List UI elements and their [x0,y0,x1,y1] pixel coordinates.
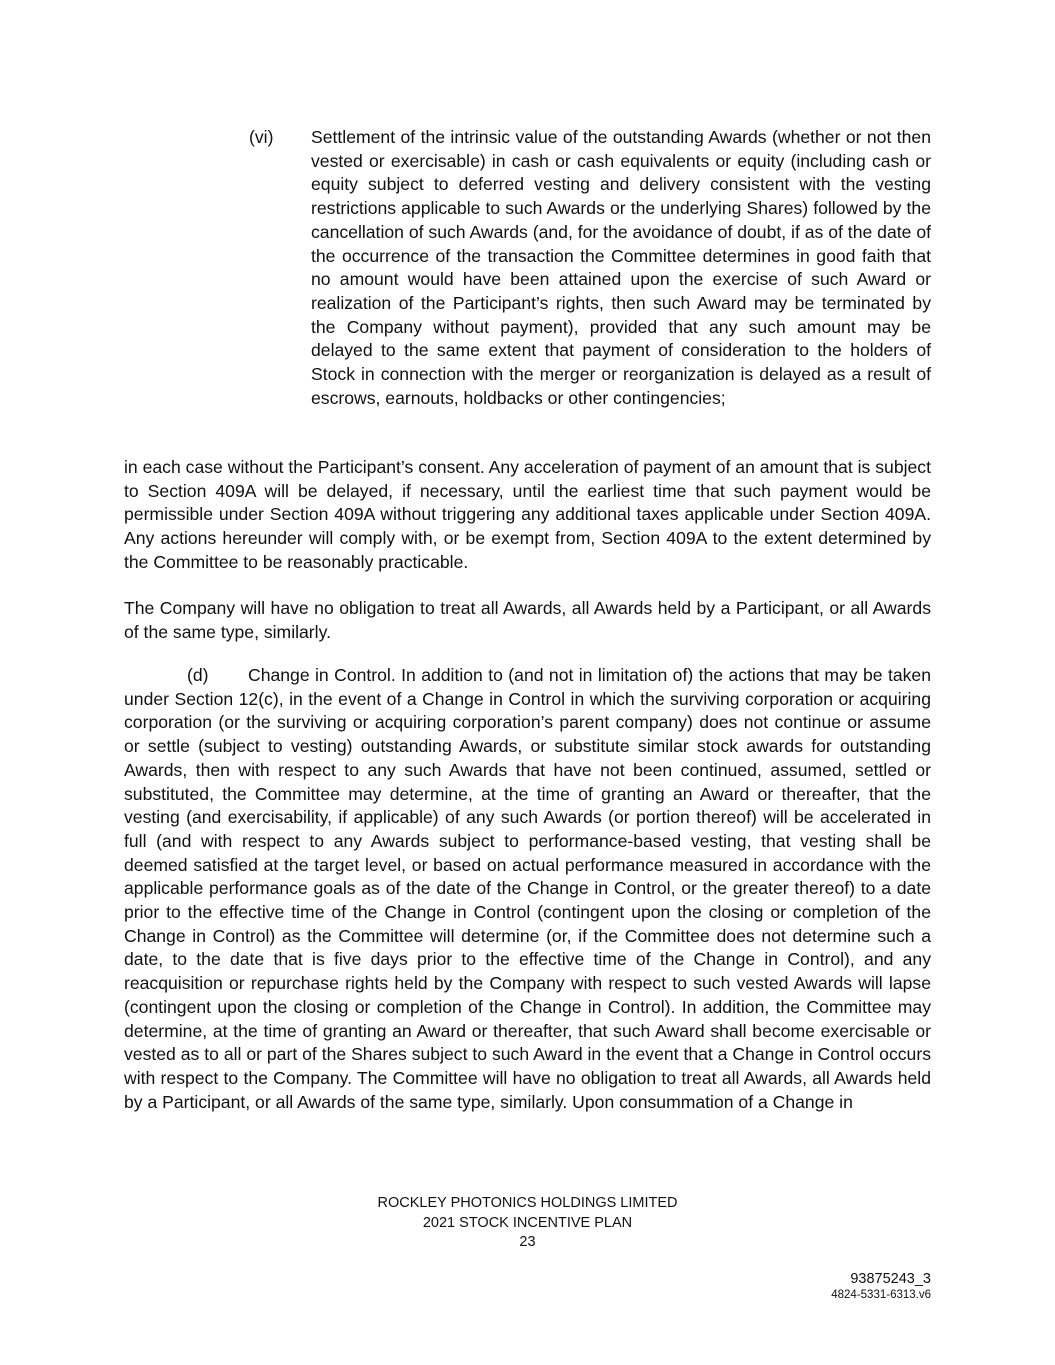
clause-vi-text: Settlement of the intrinsic value of the outstanding Awards (whether or not then vested or exercisable) in cash or cash equivalents or equity (including cash or equity subject to deferred vesting and delivery consistent with the vesting restrictions applicable to such Awards or the underlying Shares) followed by the cancellation of such Awards (and, for the avoidance of doubt, if as of the date of the occurrence of the transaction the Committee determines in good faith that no amount would have been attained upon the exercise of such Award or realization of the Participant’s rights, then such Award may be terminated by the Company without payment), provided that any such amount may be delayed to the same extent that payment of consideration to the holders of Stock in connection with the merger or reorganization is delayed as a result of escrows, earnouts, holdbacks or other contingencies; [311,127,931,408]
doc-id-secondary: 4824-5331-6313.v6 [831,1289,931,1301]
footer-company: ROCKLEY PHOTONICS HOLDINGS LIMITED [377,1195,678,1211]
paragraph-no-obligation: The Company will have no obligation to treat all Awards, all Awards held by a Participant, or all Awards of the same type, similarly. [124,598,931,642]
section-d-change-in-control [124,664,931,1114]
document-ids [831,1270,931,1303]
footer-page-number: 23 [519,1234,536,1250]
doc-id-primary: 93875243_3 [850,1271,931,1287]
paragraph-each-case: in each case without the Participant’s consent. Any acceleration of payment of an amount that is subject to Section 409A will be delayed, if necessary, until the earliest time that such payment would be permissible under Section 409A without triggering any additional taxes applicable under Section 409A. Any actions hereunder will comply with, or be exempt from, Section 409A to the extent determined by the Committee to be reasonably practicable. [124,457,931,572]
footer-plan: 2021 STOCK INCENTIVE PLAN [422,1214,633,1231]
page-footer [0,1194,1055,1253]
section-d-number: (d) [187,665,209,685]
clause-vi-label: (vi) [249,127,274,147]
section-d-text: Change in Control. In addition to (and not in limitation of) the actions that may be taken under Section 12(c), in the event of a Change in Control in which the surviving corporation or acquiring corporation (or the surviving or acquiring corporation’s parent company) does not continue or assume or settle (subject to vesting) outstanding Awards, or substitute similar stock awards for outstanding Awards, then with respect to any such Awards that have not been continued, assumed, settled or substituted, the Committee may determine, at the time of granting an Award or thereafter, that the vesting (and exercisability, if applicable) of any such Awards (or portion thereof) will be accelerated in full (and with respect to any Awards subject to performance-based vesting, that vesting shall be deemed satisfied at the target level, or based on actual performance measured in accordance with the applicable performance goals as of the date of the Change in Control, or the greater thereof) to a date prior to the effective time of the Change in Control (contingent upon the closing or completion of the Change in Control) as the Committee will determine (or, if the Committee does not determine such a date, to the date that is five days prior to the effective time of the Change in Control), and any reacquisition or repurchase rights held by the Company with respect to such vested Awards will lapse (contingent upon the closing or completion of the Change in Control). In addition, the Committee may determine, at the time of granting an Award or thereafter, that such Award shall become exercisable or vested as to all or part of the Shares subject to such Award in the event that a Change in Control occurs with respect to the Company. The Committee will have no obligation to treat all Awards, all Awards held by a Participant, or all Awards of the same type, similarly. Upon consummation of a Change in [124,665,931,1112]
